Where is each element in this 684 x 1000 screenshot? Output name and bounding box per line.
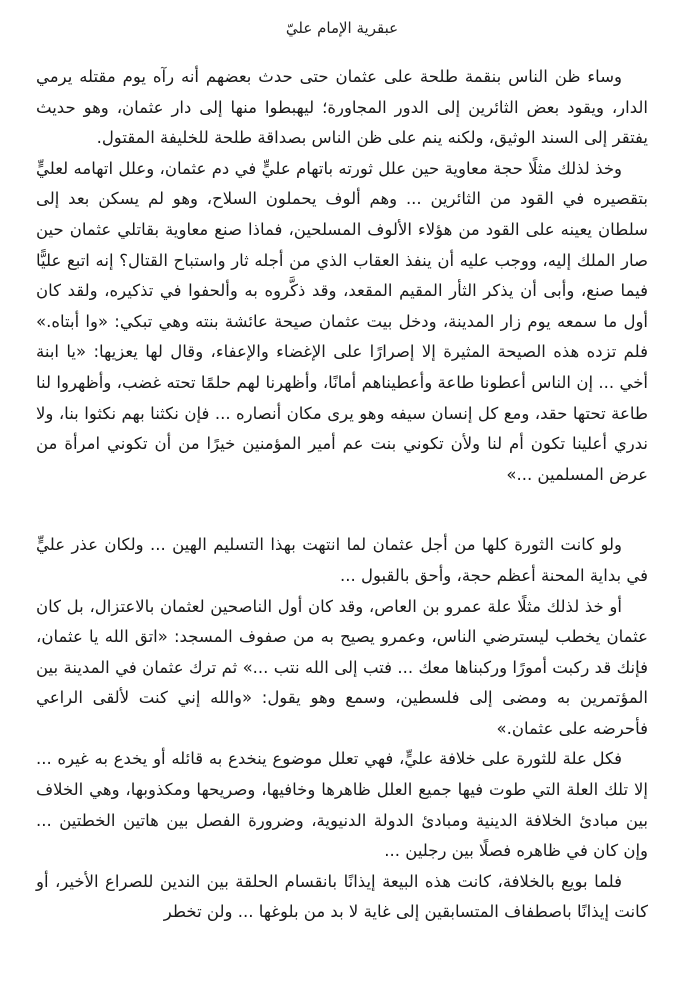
paragraph: وخذ لذلك مثلًا حجة معاوية حين علل ثورته باتهام عليٍّ في دم عثمان، وعلل اتهامه لعليٍّ بتقصيره في القود من الثائرين ... وهم ألوف يحملون السلاح، وهو لم يسكن بعد إلى سلطان يعينه على القود من هؤلاء الألوف المسلحين، فماذا صنع معاوية بقاتلي عثمان حين صار الملك إليه، ووجب عليه أن ينفذ العقاب الذي من أجله ثار واستباح القتال؟ إنه اتبع عليًّا فيما صنع، وأبى أن يذكر الثأر المقيم المقعد، وقد ذكَّروه به وألحفوا في تذكيره، ولقد كان أول ما سمعه يوم زار المدينة، ودخل بيت عثمان صيحة عائشة بنته وهي تبكي: «وا أبتاه.» فلم تزده هذه الصيحة المثيرة إلا إصرارًا على الإغضاء والإعفاء، وقال لها يعزيها: «يا ابنة أخي ... إن الناس أعطونا طاعة وأعطيناهم أمانًا، وأظهرنا لهم حلمًا تحته غضب، وأظهروا لنا طاعة تحتها حقد، ومع كل إنسان سيفه وهو يرى مكان أنصاره ... فإن نكثنا بهم نكثوا بنا، ولا ندري أعلينا تكون أم لنا ولأن تكوني بنت عم أمير المؤمنين خيرًا من أن تكوني امرأة من عرض المسلمين ...»: [36, 158, 648, 484]
running-head-title: عبقرية الإمام عليّ: [285, 19, 399, 37]
paragraph: وساء ظن الناس بنقمة طلحة على عثمان حتى حدث بعضهم أنه رآه يوم مقتله يرمي الدار، ويقود بعض الثائرين إلى الدور المجاورة؛ ليهبطوا منها إلى دار عثمان، وهو حديث يفتقر إلى السند الوثيق، ولكنه ينم على ظن الناس بصداقة طلحة للخليفة المقتول.: [36, 67, 648, 148]
paragraph: أو خذ لذلك مثلًا علة عمرو بن العاص، وقد كان أول الناصحين لعثمان بالاعتزال، بل كان عثمان يخطب ليسترضي الناس، وعمرو يصيح به من صفوف المسجد: «اتق الله يا عثمان، فإنك قد ركبت أمورًا وركبناها معك ... فتب إلى الله نتب ...» ثم ترك عثمان في المدينة بين المؤتمرين به ومضى إلى فلسطين، وسمع وهو يقول: «والله إني كنت لألقى الراعي فأحرضه على عثمان.»: [36, 596, 648, 738]
paragraph: ولو كانت الثورة كلها من أجل عثمان لما انتهت بهذا التسليم الهين ... ولكان عذر عليٍّ في بداية المحنة أعظم حجة، وأحق بالقبول ...: [36, 535, 648, 585]
body-text: [36, 62, 648, 928]
paragraph: فلما بويع بالخلافة، كانت هذه البيعة إيذانًا بانقسام الحلقة بين الندين للصراع الأخير، أو كانت إيذانًا باصطفاف المتسابقين إلى غاية لا بد من بلوغها ... ولن تخطر: [36, 871, 648, 922]
paragraph: فكل علة للثورة على خلافة عليٍّ، فهي تعلل موضوع ينخدع به قائله أو يخدع به غيره ... إلا تلك العلة التي طوت فيها جميع العلل ظاهرها وخافيها، وصريحها ومكذوبها، وهي الخلاف بين مبادئ الخلافة الدينية ومبادئ الدولة الدنيوية، وضرورة الفصل بين هاتين الخطتين ... وإن كان في ظاهره فصلًا بين رجلين ...: [36, 749, 648, 861]
